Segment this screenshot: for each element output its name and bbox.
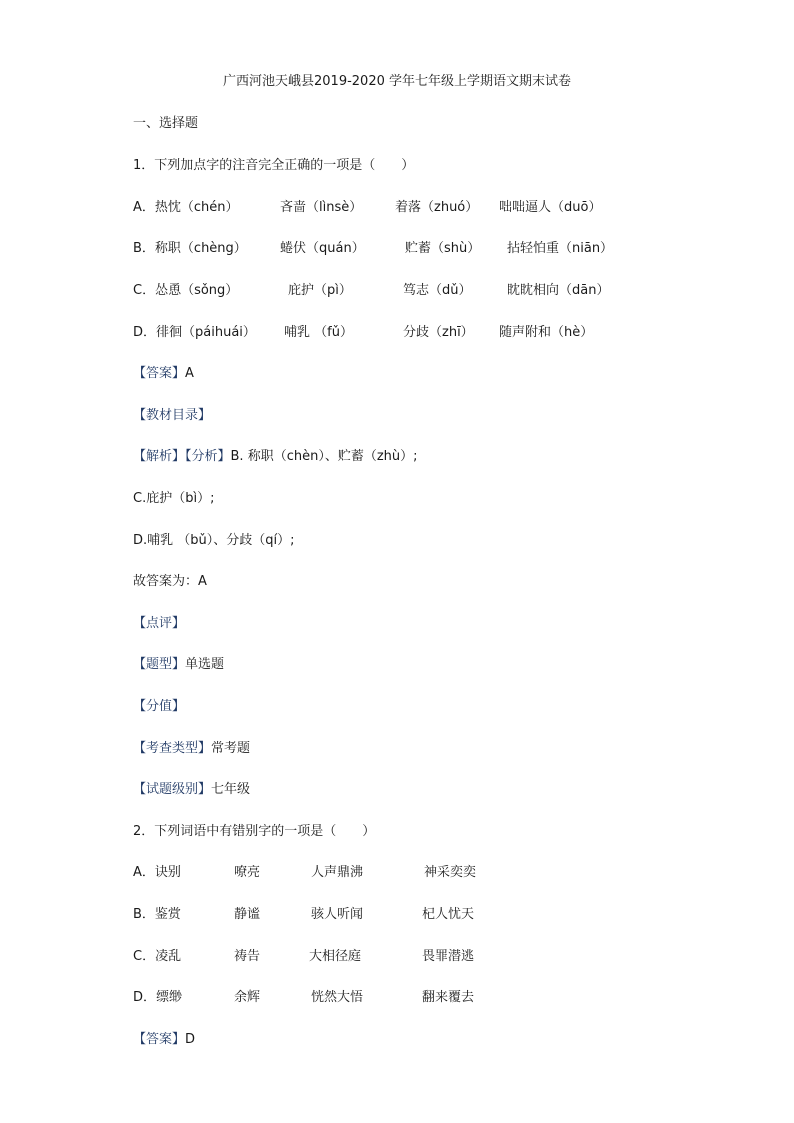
- type-tag: 【题型】: [133, 657, 186, 672]
- exam-type-line: [133, 739, 250, 759]
- type-line: [133, 655, 224, 675]
- answer-tag: 【答案】: [133, 366, 186, 381]
- analysis-line: [133, 447, 418, 467]
- catalog-tag: 【教材目录】: [133, 408, 212, 423]
- exam-type-tag: 【考查类型】: [133, 741, 212, 756]
- option-cell: C．怂恿（sǒng）: [133, 283, 239, 298]
- option-cell: 人声鼎沸: [311, 865, 364, 880]
- option-cell: 恍然大悟: [311, 990, 364, 1005]
- option-cell: D．徘徊（páihuái）: [133, 325, 256, 340]
- answer-line-2: [133, 1030, 195, 1050]
- option-cell: 余辉: [234, 990, 261, 1005]
- option-cell: 笃志（dǔ）: [403, 283, 472, 298]
- level-tag: 【试题级别】: [133, 782, 212, 797]
- comment-tag: 【点评】: [133, 616, 186, 631]
- section-heading: 一、选择题: [133, 116, 199, 131]
- option-cell: 骇人听闻: [311, 907, 364, 922]
- catalog-line: [133, 406, 211, 426]
- option-cell: 神采奕奕: [424, 865, 477, 880]
- analysis-c: C.庇护（bì）;: [133, 491, 215, 506]
- answer-value: D: [185, 1032, 196, 1047]
- option-cell: 大相径庭: [309, 949, 362, 964]
- analysis-d: D.哺乳 （bǔ）、分歧（qí）;: [133, 533, 295, 548]
- option-cell: 庇护（pì）: [288, 283, 352, 298]
- option-cell: A．诀别: [133, 865, 181, 880]
- option-cell: 翻来覆去: [422, 990, 475, 1005]
- answer-tag: 【答案】: [133, 1032, 186, 1047]
- page-title: 广西河池天峨县2019-2020 学年七年级上学期语文期末试卷: [223, 74, 571, 89]
- option-cell: 着落（zhuó）: [395, 200, 479, 215]
- option-cell: 吝啬（lìnsè）: [280, 200, 363, 215]
- option-cell: 静谧: [234, 907, 261, 922]
- type-value: 单选题: [185, 657, 225, 672]
- comment-line: [133, 614, 185, 634]
- option-cell: 蜷伏（quán）: [280, 241, 365, 256]
- option-cell: 随声附和（hè）: [499, 325, 594, 340]
- level-value: 七年级: [211, 782, 251, 797]
- option-cell: 杞人忧天: [422, 907, 475, 922]
- option-cell: B．称职（chèng）: [133, 241, 247, 256]
- exam-type-value: 常考题: [211, 741, 251, 756]
- option-cell: C．凌乱: [133, 949, 182, 964]
- option-cell: 咄咄逼人（duō）: [499, 200, 602, 215]
- option-cell: 嘹亮: [234, 865, 261, 880]
- answer-line: [133, 364, 194, 384]
- conclusion-line: 故答案为：A: [133, 574, 207, 589]
- option-cell: 贮蓄（shù）: [405, 241, 481, 256]
- option-cell: A．热忱（chén）: [133, 200, 239, 215]
- option-cell: 分歧（zhī）: [403, 325, 474, 340]
- option-cell: 眈眈相向（dān）: [507, 283, 610, 298]
- option-cell: 哺乳 （fǔ）: [284, 325, 353, 340]
- score-tag: 【分值】: [133, 699, 186, 714]
- score-line: [133, 697, 185, 717]
- question-1-stem: 1．下列加点字的注音完全正确的一项是（ ）: [133, 158, 415, 173]
- option-cell: 畏罪潜逃: [422, 949, 475, 964]
- question-2-stem: 2．下列词语中有错别字的一项是（ ）: [133, 824, 376, 839]
- option-cell: B．鉴赏: [133, 907, 181, 922]
- analysis-text: B. 称职（chèn）、贮蓄（zhù）;: [230, 449, 418, 464]
- option-cell: D．缥缈: [133, 990, 183, 1005]
- option-cell: 祷告: [234, 949, 261, 964]
- option-cell: 拈轻怕重（niān）: [507, 241, 614, 256]
- answer-value: A: [185, 366, 194, 381]
- analysis-tag: 【解析】【分析】: [133, 449, 231, 464]
- level-line: [133, 780, 250, 800]
